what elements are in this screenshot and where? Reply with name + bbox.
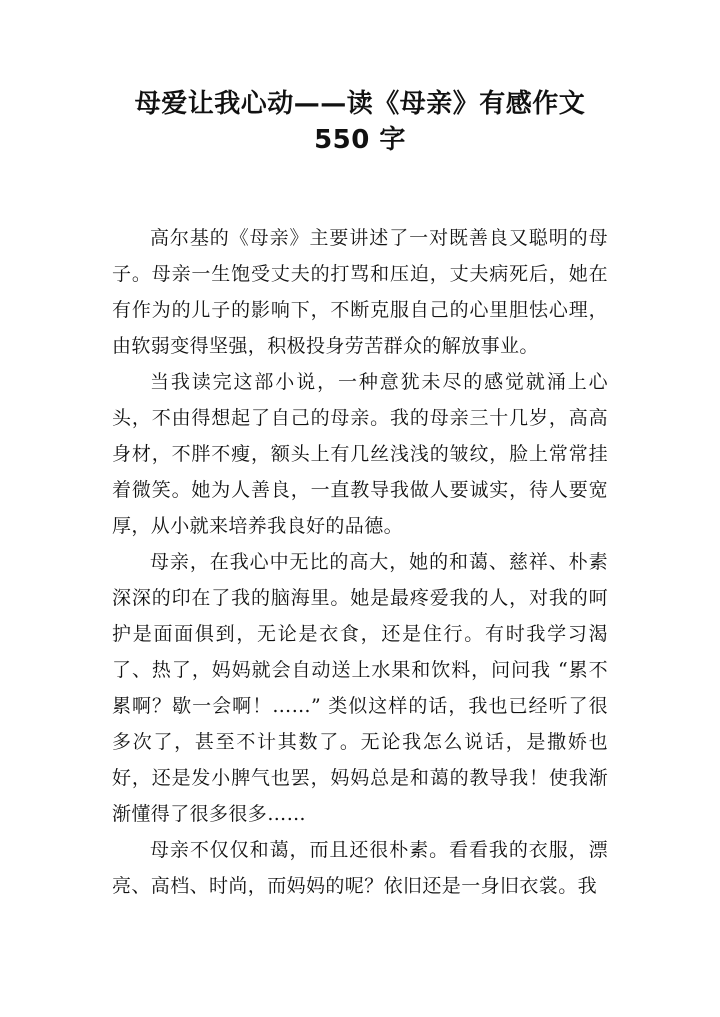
document-title: 母爱让我心动——读《母亲》有感作文 550 字 [134,89,586,155]
document-body [112,220,608,904]
paragraph-1: 高尔基的《母亲》主要讲述了一对既善良又聪明的母子。母亲一生饱受丈夫的打骂和压迫，丈夫病死后，她在有作为的儿子的影响下，不断克服自己的心里胆怯心理，由软弱变得坚强，积极投身劳苦群众的解放事业。 [112,227,608,357]
paragraph-3: 母亲，在我心中无比的高大，她的和蔼、慈祥、朴素深深的印在了我的脑海里。她是最疼爱我的人，对我的呵护是面面俱到，无论是衣食，还是住行。有时我学习渴了、热了，妈妈就会自动送上水果和饮料，问问我 “累不累啊？歇一会啊！……” 类似这样的话，我也已经听了很多次了，甚至不计其数了。无论我怎么说话，是撒娇也好，还是发小脾气也罢，妈妈总是和蔼的教导我！使我渐渐懂得了很多很多…… [112,551,608,825]
paragraph-2: 当我读完这部小说，一种意犹未尽的感觉就涌上心头，不由得想起了自己的母亲。我的母亲三十几岁，高高身材，不胖不瘦，额头上有几丝浅浅的皱纹，脸上常常挂着微笑。她为人善良，一直教导我做人要诚实，待人要宽厚，从小就来培养我良好的品德。 [112,371,608,537]
paragraph-4: 母亲不仅仅和蔼，而且还很朴素。看看我的衣服，漂亮、高档、时尚，而妈妈的呢？依旧还是一身旧衣裳。我 [112,839,608,897]
